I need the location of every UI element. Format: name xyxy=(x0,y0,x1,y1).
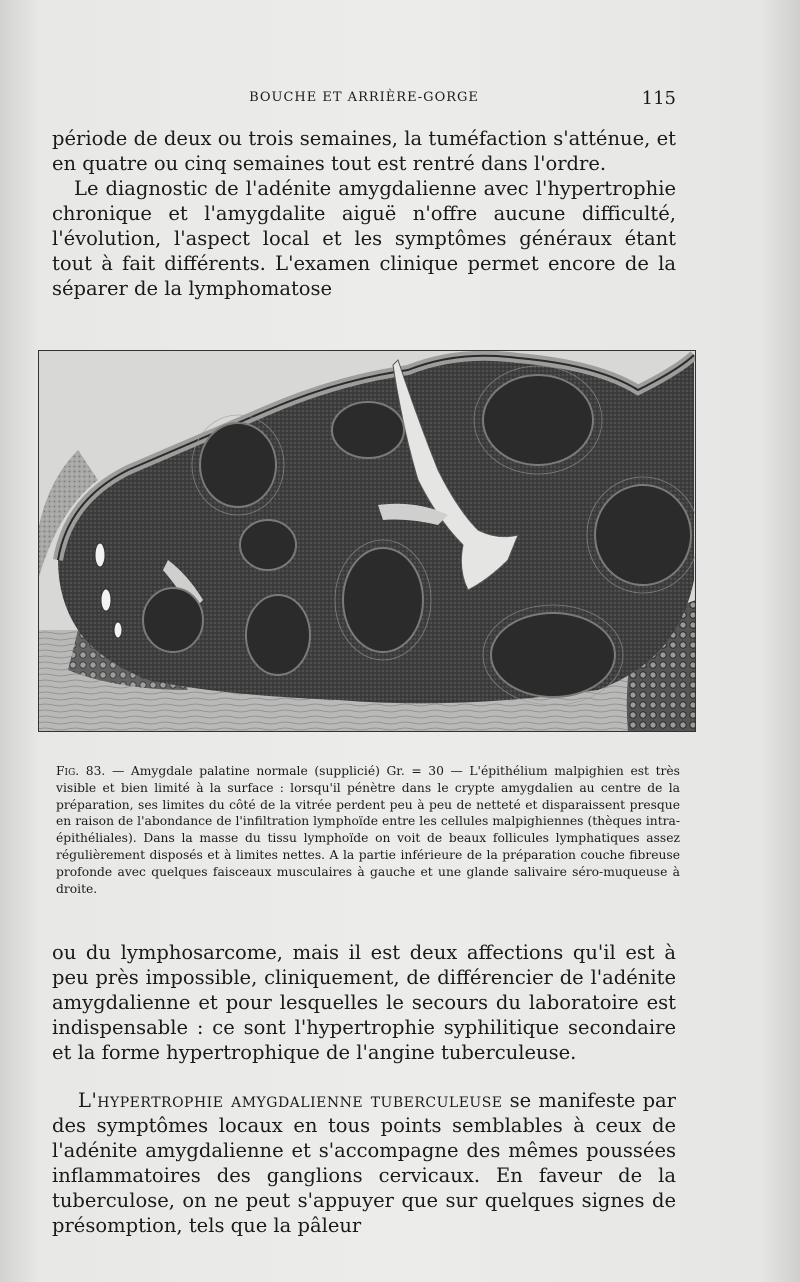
paragraph-3: ou du lymphosarcome, mais il est deux affections qu'il est à peu près impossible, cliniquement, de différencier de l'adénite amygdalienne et pour lesquelles le secours du laboratoire est indispensable : ce sont l'hypertrophie syphilitique secondaire et la forme hypertrophique de l'angine tuberculeuse. xyxy=(52,941,676,1064)
tonsil-histology-figure xyxy=(38,330,696,732)
paragraph-2: Le diagnostic de l'adénite amygdalienne avec l'hypertrophie chronique et l'amygdalite aiguë n'offre aucune difficulté, l'évolution, l'aspect local et les symptômes généraux étant tout à fait différents. L'examen clinique permet encore de la séparer de la lymphomatose xyxy=(52,177,676,300)
running-title: BOUCHE ET ARRIÈRE-GORGE xyxy=(249,90,479,105)
paragraph-4 xyxy=(52,1088,676,1238)
paragraph-1: période de deux ou trois semaines, la tuméfaction s'atténue, et en quatre ou cinq semaines tout est rentré dans l'ordre. xyxy=(52,127,676,175)
figure-caption xyxy=(56,763,680,897)
running-head xyxy=(52,88,676,110)
paragraph-4-smallcaps: L'hypertrophie amygdalienne tuberculeuse xyxy=(78,1089,503,1112)
paragraph-4-text: se manifeste par des symptômes locaux en tous points semblables à ceux de l'adénite amygdalienne et s'accompagne des mêmes poussées inflammatoires des ganglions cervicaux. En faveur de la tuberculose, on ne peut s'appuyer que sur quelques signes de présomption, tels que la pâleur xyxy=(52,1089,677,1237)
figure-caption-text: Amygdale palatine normale (supplicié) Gr. = 30 — L'épithélium malpighien est très visible et bien limité à la surface : lorsqu'il pénètre dans le crypte amygdalien au centre de la préparation, ses limites du côté de la vitrée perdent peu à peu de netteté et disparaissent presque en raison de l'abondance de l'infiltration lymphoïde entre les cellules malpighiennes (thèques intra-épithéliales). Dans la masse du tissu lymphoïde on voit de beaux follicules lymphatiques assez régulièrement disposés et à limites nettes. A la partie inférieure de la préparation couche fibreuse profonde avec quelques faisceaux musculaires à gauche et une glande salivaire séro-muqueuse à droite. xyxy=(56,764,680,896)
figure-label: Fig. 83. — xyxy=(56,764,131,778)
page-number: 115 xyxy=(641,88,676,109)
